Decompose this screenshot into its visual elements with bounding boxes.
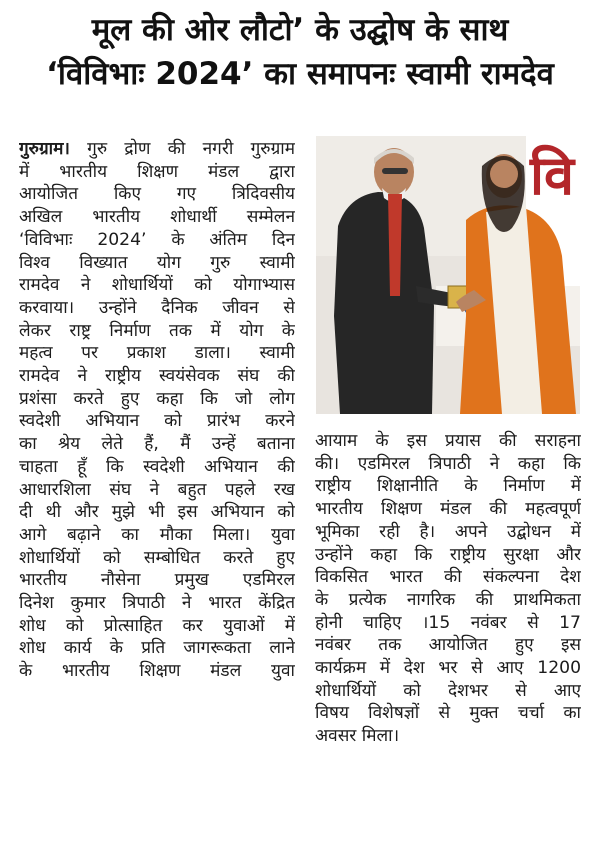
article-line: होनी चाहिए ।15 नवंबर से 17 xyxy=(315,612,581,633)
article-line-text: गुरु द्रोण की नगरी गुरुग्राम xyxy=(69,139,295,159)
article-line: का श्रेय लेते हैं, मैं उन्हें बताना xyxy=(19,434,295,455)
article-line: के प्रत्येक नागरिक की प्राथमिकता xyxy=(315,589,581,610)
article-line: प्रशंसा करते हुए कहा कि जो लोग xyxy=(19,388,295,409)
headline-line-2: ‘विविभाः 2024’ का समापनः स्वामी रामदेव xyxy=(46,56,554,92)
article-line: दिनेश कुमार त्रिपाठी ने भारत केंद्रित xyxy=(19,593,295,614)
article-line: स्वदेशी अभियान को प्रारंभ करने xyxy=(19,411,295,432)
article-line: विश्व विख्यात योग गुरु स्वामी xyxy=(19,252,295,273)
article-line: महत्व पर प्रकाश डाला। स्वामी xyxy=(19,343,295,364)
article-line: शोध को प्रोत्साहित कर युवाओं में xyxy=(19,615,295,636)
article-column-left xyxy=(19,138,295,683)
article-line: दी थी और मुझे भी इस अभियान को xyxy=(19,502,295,523)
article-line: अखिल भारतीय शोधार्थी सम्मेलन xyxy=(19,207,295,228)
article-line: कार्यक्रम में देश भर से आए 1200 xyxy=(315,658,581,679)
article-line xyxy=(19,138,295,161)
article-line: लेकर राष्ट्र निर्माण तक में योग के xyxy=(19,320,295,341)
article-line: शोध कार्य के प्रति जागरूकता लाने xyxy=(19,638,295,659)
article-line: आगे बढ़ाने का मौका मिला। युवा xyxy=(19,524,295,545)
article-line: रामदेव ने राष्ट्रीय स्वयंसेवक संघ की xyxy=(19,366,295,387)
article-line: की। एडमिरल त्रिपाठी ने कहा कि xyxy=(315,453,581,474)
article-line: उन्होंने कहा कि राष्ट्रीय सुरक्षा और xyxy=(315,544,581,565)
article-line: शोधार्थियों को सम्बोधित करते हुए xyxy=(19,547,295,568)
article-line: के भारतीय शिक्षण मंडल युवा xyxy=(19,661,295,682)
article-line: विषय विशेषज्ञों से मुक्त चर्चा का xyxy=(315,703,581,724)
headline xyxy=(0,8,600,96)
article-line: करवाया। उन्होंने दैनिक जीवन से xyxy=(19,297,295,318)
news-photo xyxy=(316,136,580,414)
article-line: आयोजित किए गए त्रिदिवसीय xyxy=(19,184,295,205)
headline-line-1: मूल की ओर लौटो’ के उद्घोष के साथ xyxy=(91,12,509,48)
person-left-lanyard xyxy=(388,194,402,296)
article-column-right xyxy=(315,430,581,748)
article-line: नवंबर तक आयोजित हुए इस xyxy=(315,635,581,656)
article-line: चाहता हूँ कि स्वदेशी अभियान की xyxy=(19,456,295,477)
article-line: में भारतीय शिक्षण मंडल द्वारा xyxy=(19,161,295,182)
person-left-glasses xyxy=(382,168,408,174)
article-line: भारतीय नौसेना प्रमुख एडमिरल xyxy=(19,570,295,591)
person-left-jacket xyxy=(334,192,434,414)
article-line: विकसित भारत की संकल्पना देश xyxy=(315,567,581,588)
dateline: गुरुग्राम। xyxy=(19,139,70,159)
article-line: भारतीय शिक्षण मंडल की महत्वपूर्ण xyxy=(315,499,581,520)
article-line: शोधार्थियों को देशभर से आए xyxy=(315,680,581,701)
person-right-face-inner xyxy=(490,160,518,188)
article-line: ‘विविभाः 2024’ के अंतिम दिन xyxy=(19,229,295,250)
article-line: भूमिका रही है। अपने उद्बोधन में xyxy=(315,521,581,542)
article-line: राष्ट्रीय शिक्षानीति के निर्माण में xyxy=(315,476,581,497)
photo-illustration xyxy=(316,136,580,414)
article-line: आधारशिला संघ ने बहुत पहले रख xyxy=(19,479,295,500)
article-line: रामदेव ने शोधार्थियों को योगाभ्यास xyxy=(19,275,295,296)
article-line: आयाम के इस प्रयास की सराहना xyxy=(315,431,581,451)
article-line: अवसर मिला। xyxy=(315,726,400,747)
banner-text-top: वि xyxy=(530,144,575,207)
